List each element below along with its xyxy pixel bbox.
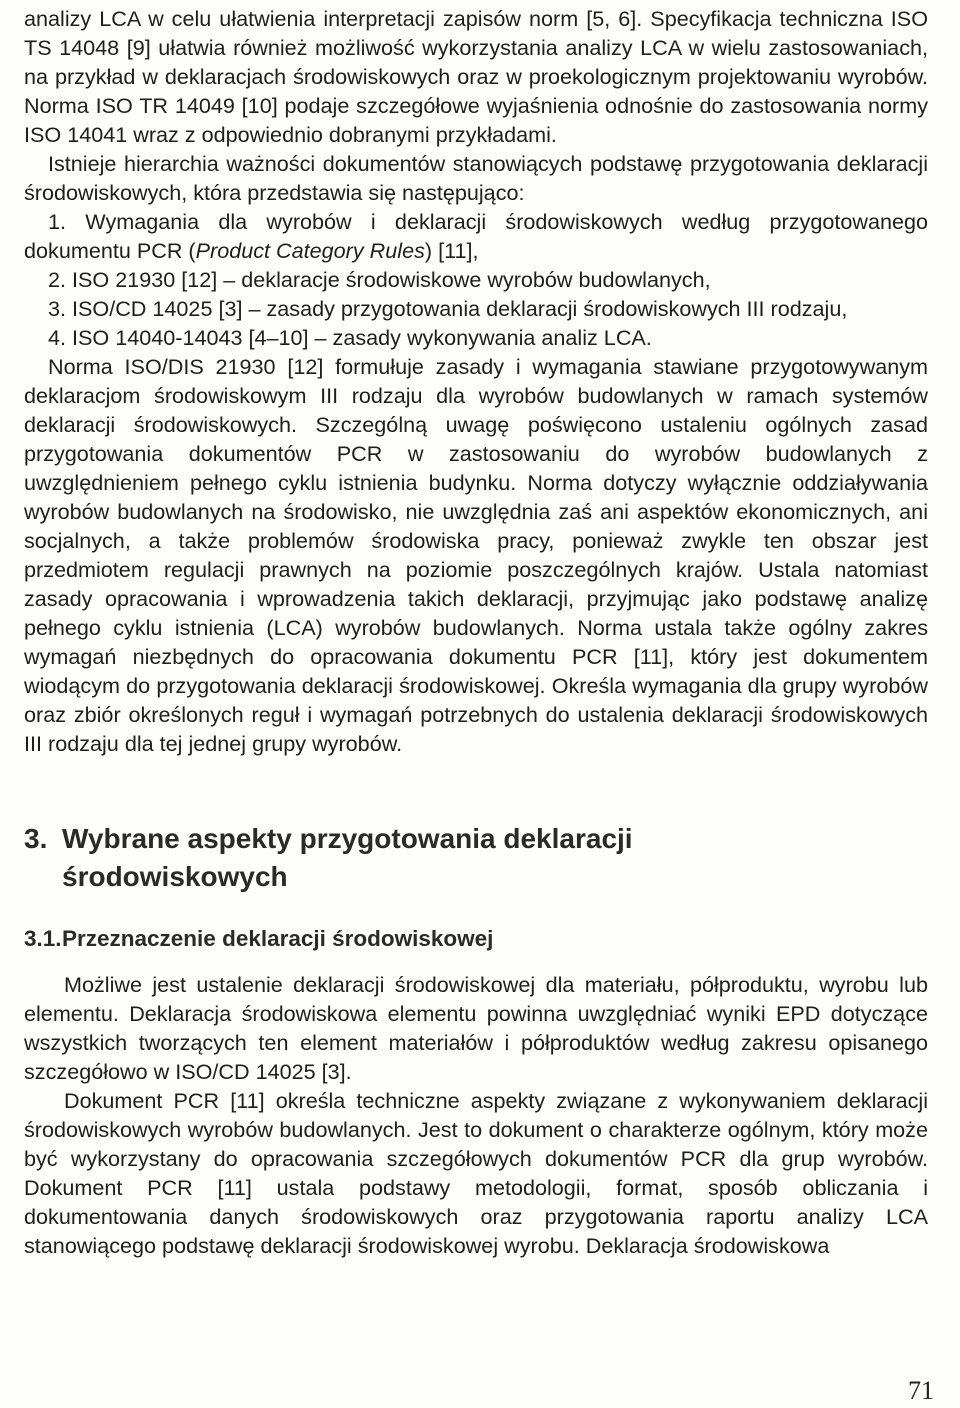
paragraph-lca: analizy LCA w celu ułatwienia interpretacji zapisów norm [5, 6]. Specyfikacja techniczna ISO TS 14048 [9] ułatwia również możliwość wykorzystania analizy LCA w wielu zastosowaniach, na przykład w deklaracjach środowiskowych oraz w proekologicznym projektowaniu wyrobów. Norma ISO TR 14049 [10] podaje szczegółowe wyjaśnienia odnośnie do zastosowania normy ISO 14041 wraz z odpowiednio dobranymi przykładami. xyxy=(24,6,928,147)
document-page xyxy=(24,4,928,1260)
page-number: 71 xyxy=(908,1376,934,1405)
list-number: 3. xyxy=(48,296,67,321)
list-text: Wymagania dla wyrobów i deklaracji środowiskowych według przygotowanego dokumentu PCR ( xyxy=(24,209,929,263)
section-number: 3. xyxy=(24,823,48,854)
list-item xyxy=(24,265,928,294)
section-title-line1: Wybrane aspekty przygotowania deklaracji xyxy=(62,823,633,854)
list-italic-text: Product Category Rules xyxy=(195,238,425,263)
subsection-number: 3.1. xyxy=(24,926,62,951)
paragraph-norma: Norma ISO/DIS 21930 [12] formułuje zasady i wymagania stawiane przygotowywanym deklaracjom środowiskowym III rodzaju dla wyrobów budowlanych w ramach systemów deklaracji środowiskowych. Szczególną uwagę poświęcono ustaleniu ogólnych zasad przygotowania dokumentów PCR w zastosowaniu do wyrobów budowlanych z uwzględnieniem pełnego cyklu istnienia budynku. Norma dotyczy wyłącznie oddziaływania wyrobów budowlanych na środowisko, nie uwzględnia zaś ani aspektów ekonomicznych, ani socjalnych, a także problemów środowiska pracy, ponieważ zwykle ten obszar jest przedmiotem regulacji prawnych na poziomie poszczególnych krajów. Ustala natomiast zasady opracowania i wprowadzenia takich deklaracji, przyjmując jako podstawę analizę pełnego cyklu istnienia (LCA) wyrobów budowlanych. Norma ustala także ogólny zakres wymagań niezbędnych do opracowania dokumentu PCR [11], który jest dokumentem wiodącym do przygotowania deklaracji środowiskowej. Określa wymagania dla grupy wyrobów oraz zbiór określonych reguł i wymagań potrzebnych do ustalenia deklaracji środowiskowych III rodzaju dla tej jednej grupy wyrobów. xyxy=(24,354,928,756)
paragraph-hierarchia: Istnieje hierarchia ważności dokumentów stanowiących podstawę przygotowania deklaracji środowiskowych, która przedstawia się następująco: xyxy=(24,151,928,205)
paragraph-mozliwe: Możliwe jest ustalenie deklaracji środowiskowej dla materiału, półproduktu, wyrobu lub elementu. Deklaracja środowiskowa elementu powinna uwzględniać wyniki EPD dotyczące wszystkich tworzących ten element materiałów i półproduktów według zakresu opisanego szczegółowo w ISO/CD 14025 [3]. xyxy=(24,972,928,1084)
list-text: ISO/CD 14025 [3] – zasady przygotowania deklaracji środowiskowych III rodzaju, xyxy=(72,296,848,321)
section-3-heading xyxy=(24,820,928,896)
list-item xyxy=(24,323,928,352)
list-number: 2. xyxy=(48,267,67,292)
list-text-end: ) [11], xyxy=(424,238,479,263)
list-number: 4. xyxy=(48,325,67,350)
list-text: ISO 14040-14043 [4–10] – zasady wykonywania analiz LCA. xyxy=(72,325,652,350)
section-3-1-body xyxy=(24,970,928,1260)
list-item xyxy=(24,207,928,265)
list-item xyxy=(24,294,928,323)
list-text: ISO 21930 [12] – deklaracje środowiskowe wyrobów budowlanych, xyxy=(72,267,711,292)
list-number: 1. xyxy=(48,209,67,234)
paragraph-dokument-pcr: Dokument PCR [11] określa techniczne aspekty związane z wykonywaniem deklaracji środowiskowych wyrobów budowlanych. Jest to dokument o charakterze ogólnym, który może być wykorzystany do opracowania szczegółowych dokumentów PCR dla grup wyrobów. Dokument PCR [11] ustala podstawy metodologii, format, sposób obliczania i dokumentowania danych środowiskowych oraz przygotowania raportu analizy LCA stanowiącego podstawę deklaracji środowiskowej wyrobu. Deklaracja środowiskowa xyxy=(24,1088,928,1258)
subsection-title: Przeznaczenie deklaracji środowiskowej xyxy=(62,926,494,951)
hierarchy-list xyxy=(24,207,928,352)
section-title-line2: środowiskowych xyxy=(62,861,288,892)
section-3-1-heading xyxy=(24,924,928,954)
